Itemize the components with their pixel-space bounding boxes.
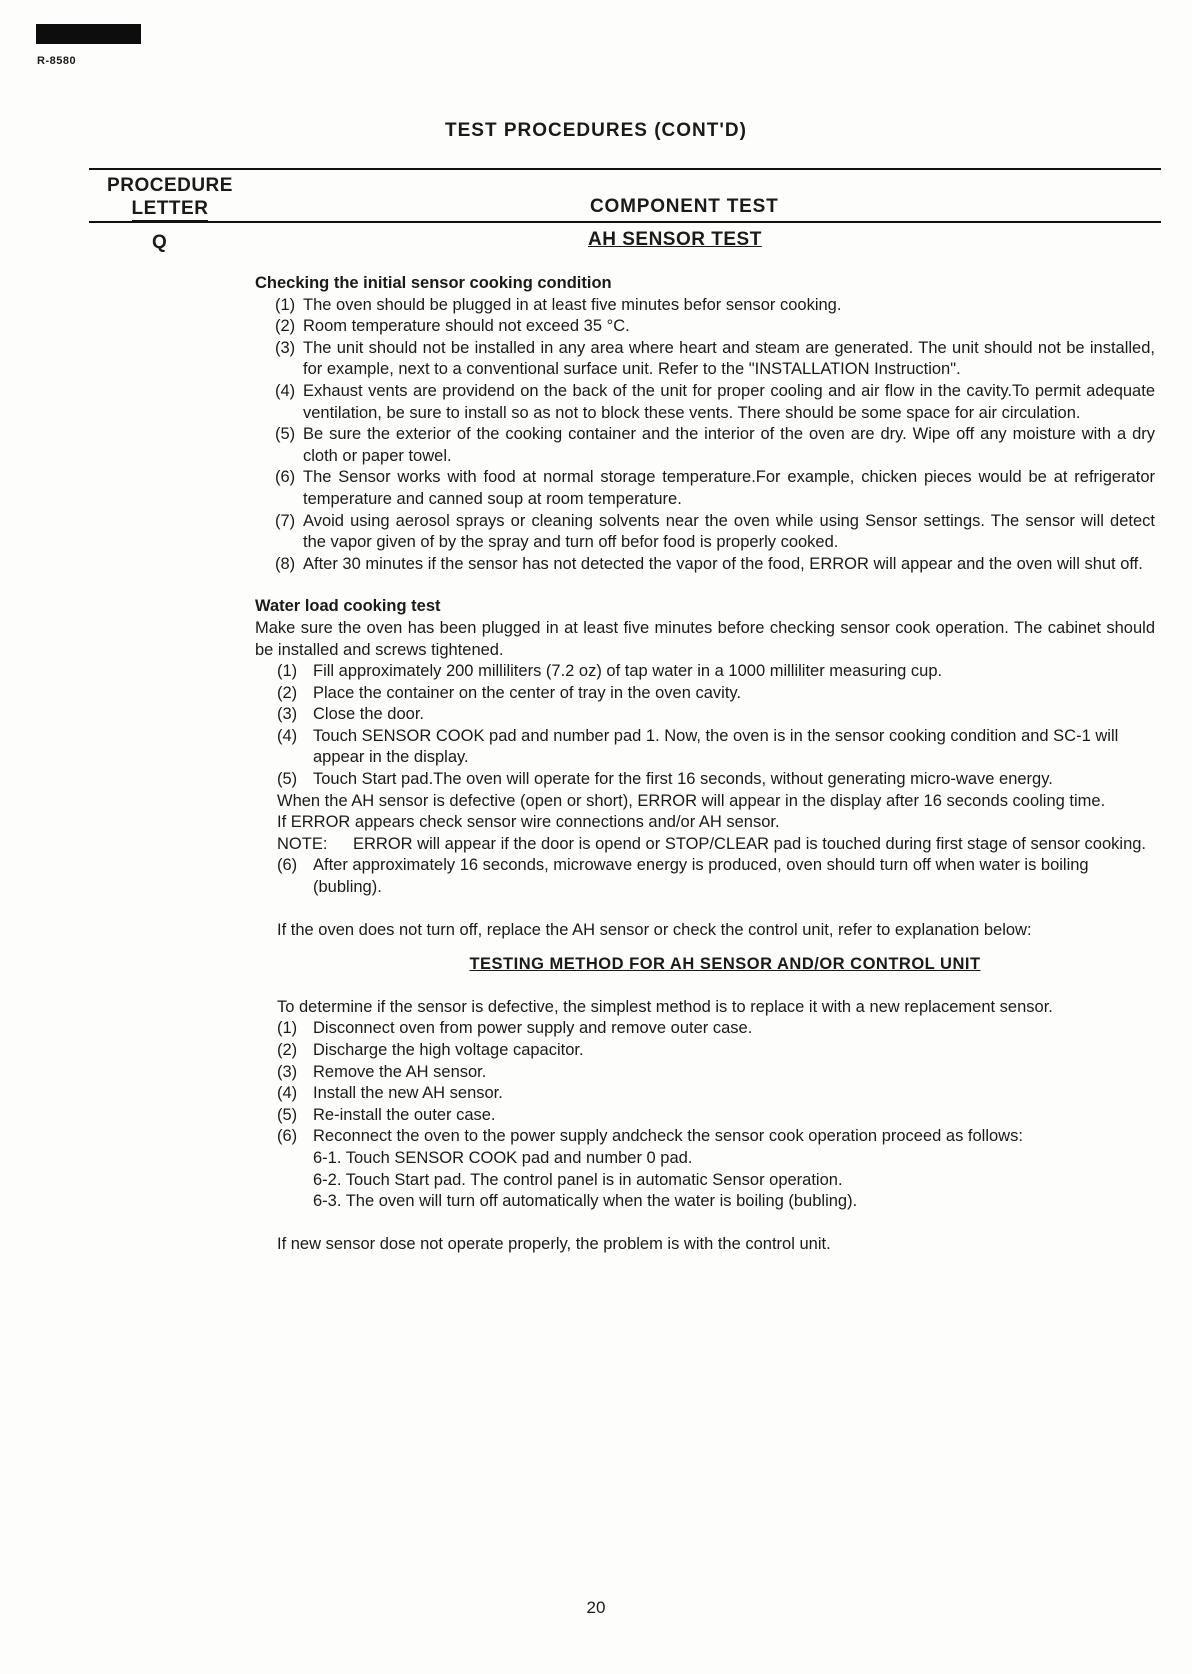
page-number: 20 (586, 1598, 606, 1617)
section2-outro: If the oven does not turn off, replace the AH sensor or check the control unit, refer to explanation below: (277, 920, 1032, 939)
section2-intro: Make sure the oven has been plugged in at least five minutes before checking sensor cook operation. The cabinet should be installed and screws tightened. (255, 618, 1155, 659)
list-item: (1) Disconnect oven from power supply and remove outer case. (277, 1019, 753, 1038)
list-item: (3) The unit should not be installed in any area where heart and steam are generated. The unit should not be installed, for example, next to a conventional surface unit. Refer to the "INSTALLATION Instruction". (275, 338, 1155, 379)
error-note: If ERROR appears check sensor wire connections and/or AH sensor. (277, 813, 780, 832)
list-item: (6) The Sensor works with food at normal storage temperature.For example, chicken pieces would be at refrigerator temperature and canned soup at room temperature. (275, 468, 1155, 508)
header-rule-top (89, 168, 1161, 170)
section3-intro: To determine if the sensor is defective, the simplest method is to replace it with a new replacement sensor. (277, 997, 1053, 1016)
list-item: (3) Close the door. (277, 705, 424, 724)
list-item: (5) Touch Start pad.The oven will operate for the first 16 seconds, without generating micro-wave energy. (277, 770, 1053, 789)
test-name: AH SENSOR TEST (588, 229, 762, 250)
list-item: (5) Re-install the outer case. (277, 1105, 496, 1124)
section3-list (255, 1018, 1155, 1148)
conclusion: If new sensor dose not operate properly, the problem is with the control unit. (277, 1234, 831, 1253)
list-item: (2) Place the container on the center of tray in the oven cavity. (277, 683, 742, 702)
header-black-bar (36, 24, 141, 44)
note-label: NOTE: (277, 834, 328, 853)
list-item: (4) Exhaust vents are providend on the back of the unit for proper cooling and air flow in the cavity.To permit adequate ventilation, be sure to install so as not to block these vents. There should be some space for air circulation. (275, 381, 1155, 422)
header-rule-bottom (89, 221, 1161, 223)
list-item: (4) Install the new AH sensor. (277, 1084, 503, 1103)
list-item: (1) The oven should be plugged in at least five minutes befor sensor cooking. (275, 295, 842, 314)
list-item: (4) Touch SENSOR COOK pad and number pad 1. Now, the oven is in the sensor cooking condition and SC-1 will appear in the display. (277, 726, 1119, 767)
sub-item: 6-3. The oven will turn off automatically when the water is boiling (bubling). (313, 1192, 858, 1211)
list-item: (7) Avoid using aerosol sprays or cleaning solvents near the oven while using Sensor settings. The sensor will detect the vapor given of by the spray and turn off befor food is properly cooked. (275, 511, 1155, 552)
note (255, 834, 1155, 856)
list-item: (1) Fill approximately 200 milliliters (7.2 oz) of tap water in a 1000 milliliter measuring cup. (277, 662, 943, 681)
model-number: R-8580 (37, 55, 77, 67)
list-item: (3) Remove the AH sensor. (277, 1062, 487, 1081)
section1-list (255, 295, 1155, 576)
list-item: (8) After 30 minutes if the sensor has not detected the vapor of the food, ERROR will appear and the oven will shut off. (275, 554, 1143, 573)
list-item: (2) Discharge the high voltage capacitor. (277, 1041, 584, 1059)
section3-heading: TESTING METHOD FOR AH SENSOR AND/OR CONTROL UNIT (469, 955, 981, 974)
sub-item: 6-2. Touch Start pad. The control panel is in automatic Sensor operation. (313, 1170, 843, 1189)
procedure-letter: Q (152, 232, 167, 253)
list-item: (6) Reconnect the oven to the power supply andcheck the sensor cook operation proceed as follows: (277, 1127, 1023, 1146)
list-item: (6) After approximately 16 seconds, microwave energy is produced, oven should turn off when water is boiling (bubling). (277, 856, 1089, 897)
list-item: (5) Be sure the exterior of the cooking container and the interior of the oven are dry. Wipe off any moisture with a dry cloth or paper towel. (275, 425, 1155, 465)
procedure-header-line1: PROCEDURE (107, 175, 233, 196)
list-item: (2) Room temperature should not exceed 35 °C. (275, 317, 630, 336)
procedure-letter-header (96, 174, 244, 222)
section2-list (255, 661, 1155, 791)
component-test-header: COMPONENT TEST (590, 196, 779, 217)
procedure-content (255, 273, 1155, 1255)
section3-sublist (255, 1148, 1155, 1213)
section2-heading: Water load cooking test (255, 597, 441, 616)
procedure-header-line2: LETTER (132, 197, 209, 222)
page-title: TEST PROCEDURES (CONT'D) (445, 120, 747, 141)
defective-note: When the AH sensor is defective (open or short), ERROR will appear in the display after 16 seconds cooling time. (277, 791, 1106, 810)
section1-heading: Checking the initial sensor cooking condition (255, 274, 612, 292)
note-text: ERROR will appear if the door is opend or STOP/CLEAR pad is touched during first stage of sensor cooking. (353, 834, 1147, 853)
sub-item: 6-1. Touch SENSOR COOK pad and number 0 pad. (313, 1148, 693, 1167)
